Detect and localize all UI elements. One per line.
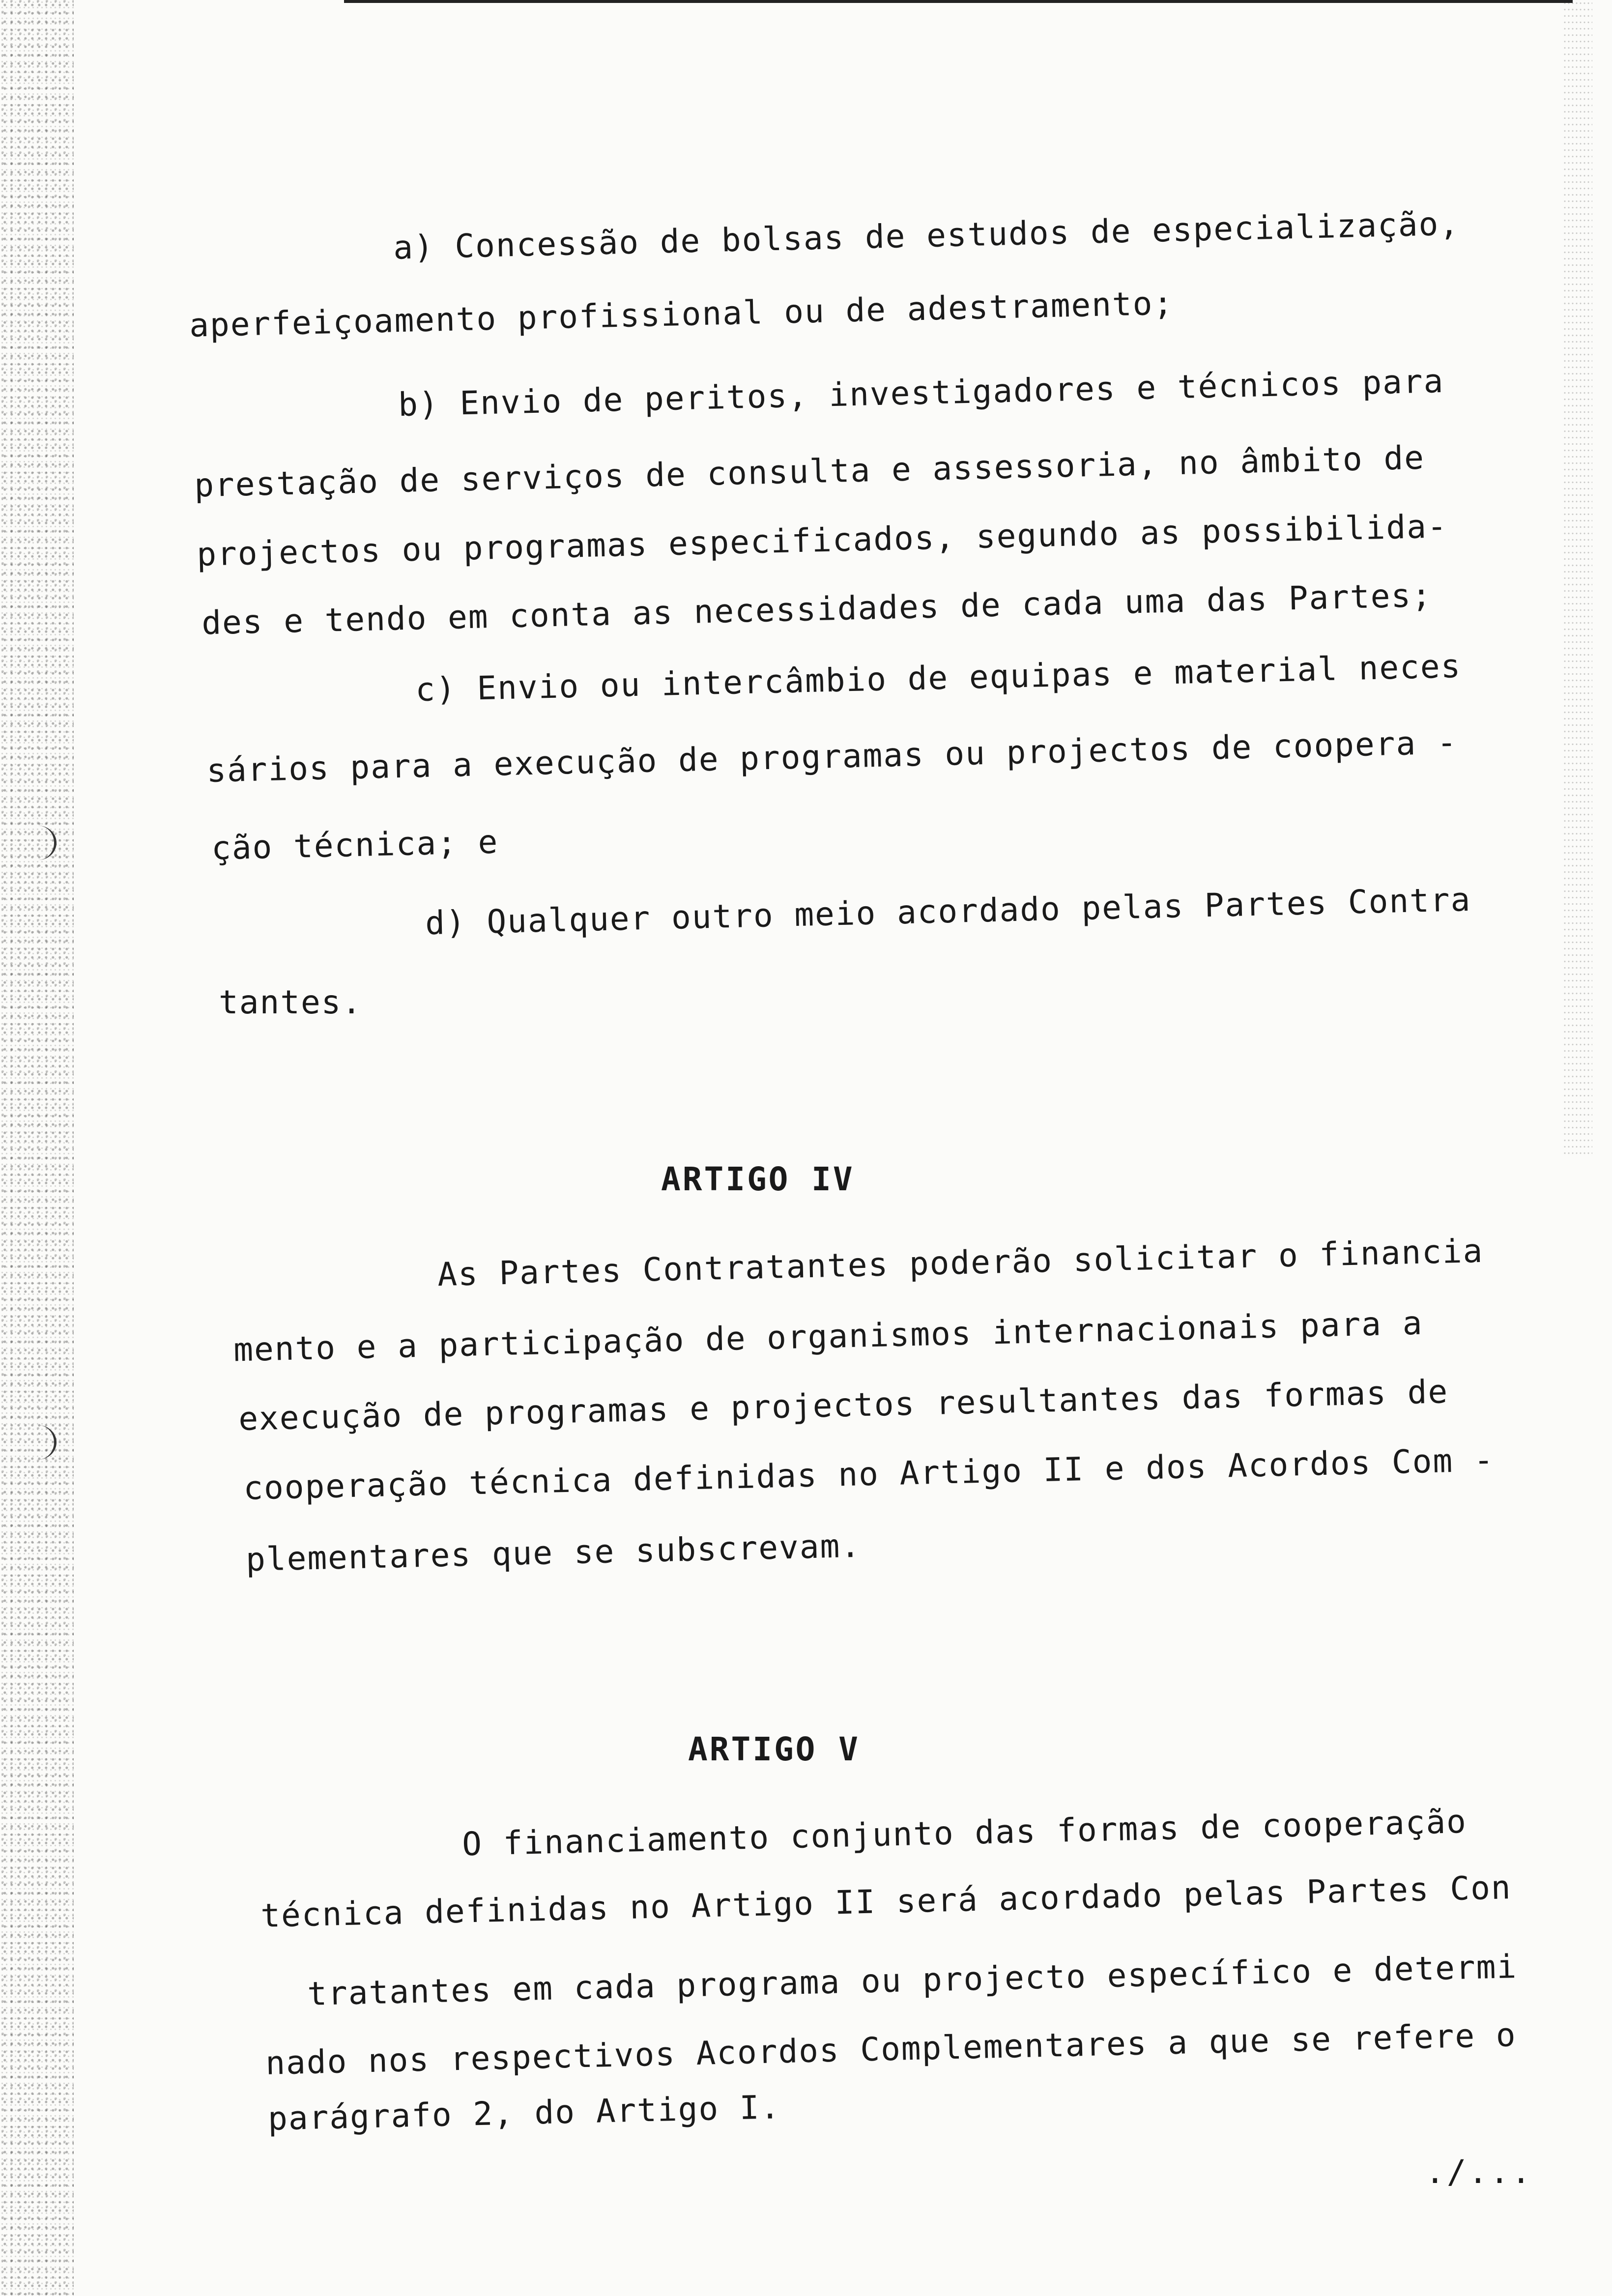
artigo-iv-line-1: As Partes Contratantes poderão solicitar o financia	[437, 1232, 1484, 1294]
artigo-v-line-1: O financiamento conjunto das formas de cooperação	[461, 1802, 1468, 1864]
artigo-v-line-5: parágrafo 2, do Artigo I.	[267, 2088, 781, 2138]
punch-hole-mark	[20, 826, 57, 860]
item-b-line-1: b) Envio de peritos, investigadores e técnicos para	[398, 362, 1445, 424]
scan-edge-noise-right	[1563, 0, 1592, 1155]
artigo-v-heading: ARTIGO V	[688, 1730, 860, 1768]
item-a-line-2: aperfeiçoamento profissional ou de adestramento;	[189, 284, 1174, 344]
artigo-v-line-3: tratantes em cada programa ou projecto específico e determi	[307, 1948, 1518, 2013]
artigo-iv-line-3: execução de programas e projectos resultantes das formas de	[238, 1373, 1449, 1438]
item-d-line-1: d) Qualquer outro meio acordado pelas Partes Contra	[425, 880, 1472, 943]
item-c-line-3: ção técnica; e	[211, 823, 499, 867]
top-rule	[344, 0, 1573, 3]
artigo-v-line-4: nado nos respectivos Acordos Complementares a que se refere o	[265, 2016, 1517, 2082]
artigo-v-line-2: técnica definidas no Artigo II será acordado pelas Partes Con	[260, 1868, 1512, 1935]
item-c-line-1	[415, 647, 1462, 710]
artigo-iv-line-5: plementares que se subscrevam.	[245, 1526, 862, 1579]
scan-edge-noise-left	[0, 0, 74, 2296]
item-a-line-1: a) Concessão de bolsas de estudos de especialização,	[393, 204, 1460, 267]
item-c-line-1-text: c) Envio ou intercâmbio de equipas e material neces	[415, 647, 1462, 709]
artigo-iv-heading: ARTIGO IV	[661, 1160, 855, 1198]
item-c-line-2: sários para a execução de programas ou projectos de coopera -	[206, 723, 1458, 790]
item-b-line-4: des e tendo em conta as necessidades de cada uma das Partes;	[201, 576, 1433, 642]
artigo-iv-line-4: cooperação técnica definidas no Artigo II e dos Acordos Com -	[243, 1441, 1495, 1507]
item-b-line-3: projectos ou programas especificados, segundo as possibilida-	[196, 507, 1448, 574]
artigo-iv-line-2: mento e a participação de organismos internacionais para a	[233, 1304, 1424, 1369]
continuation-mark: ./...	[1425, 2153, 1533, 2191]
item-b-line-2: prestação de serviços de consulta e assessoria, no âmbito de	[194, 438, 1425, 505]
item-d-line-2: tantes.	[219, 983, 363, 1021]
punch-hole-mark	[20, 1425, 57, 1460]
